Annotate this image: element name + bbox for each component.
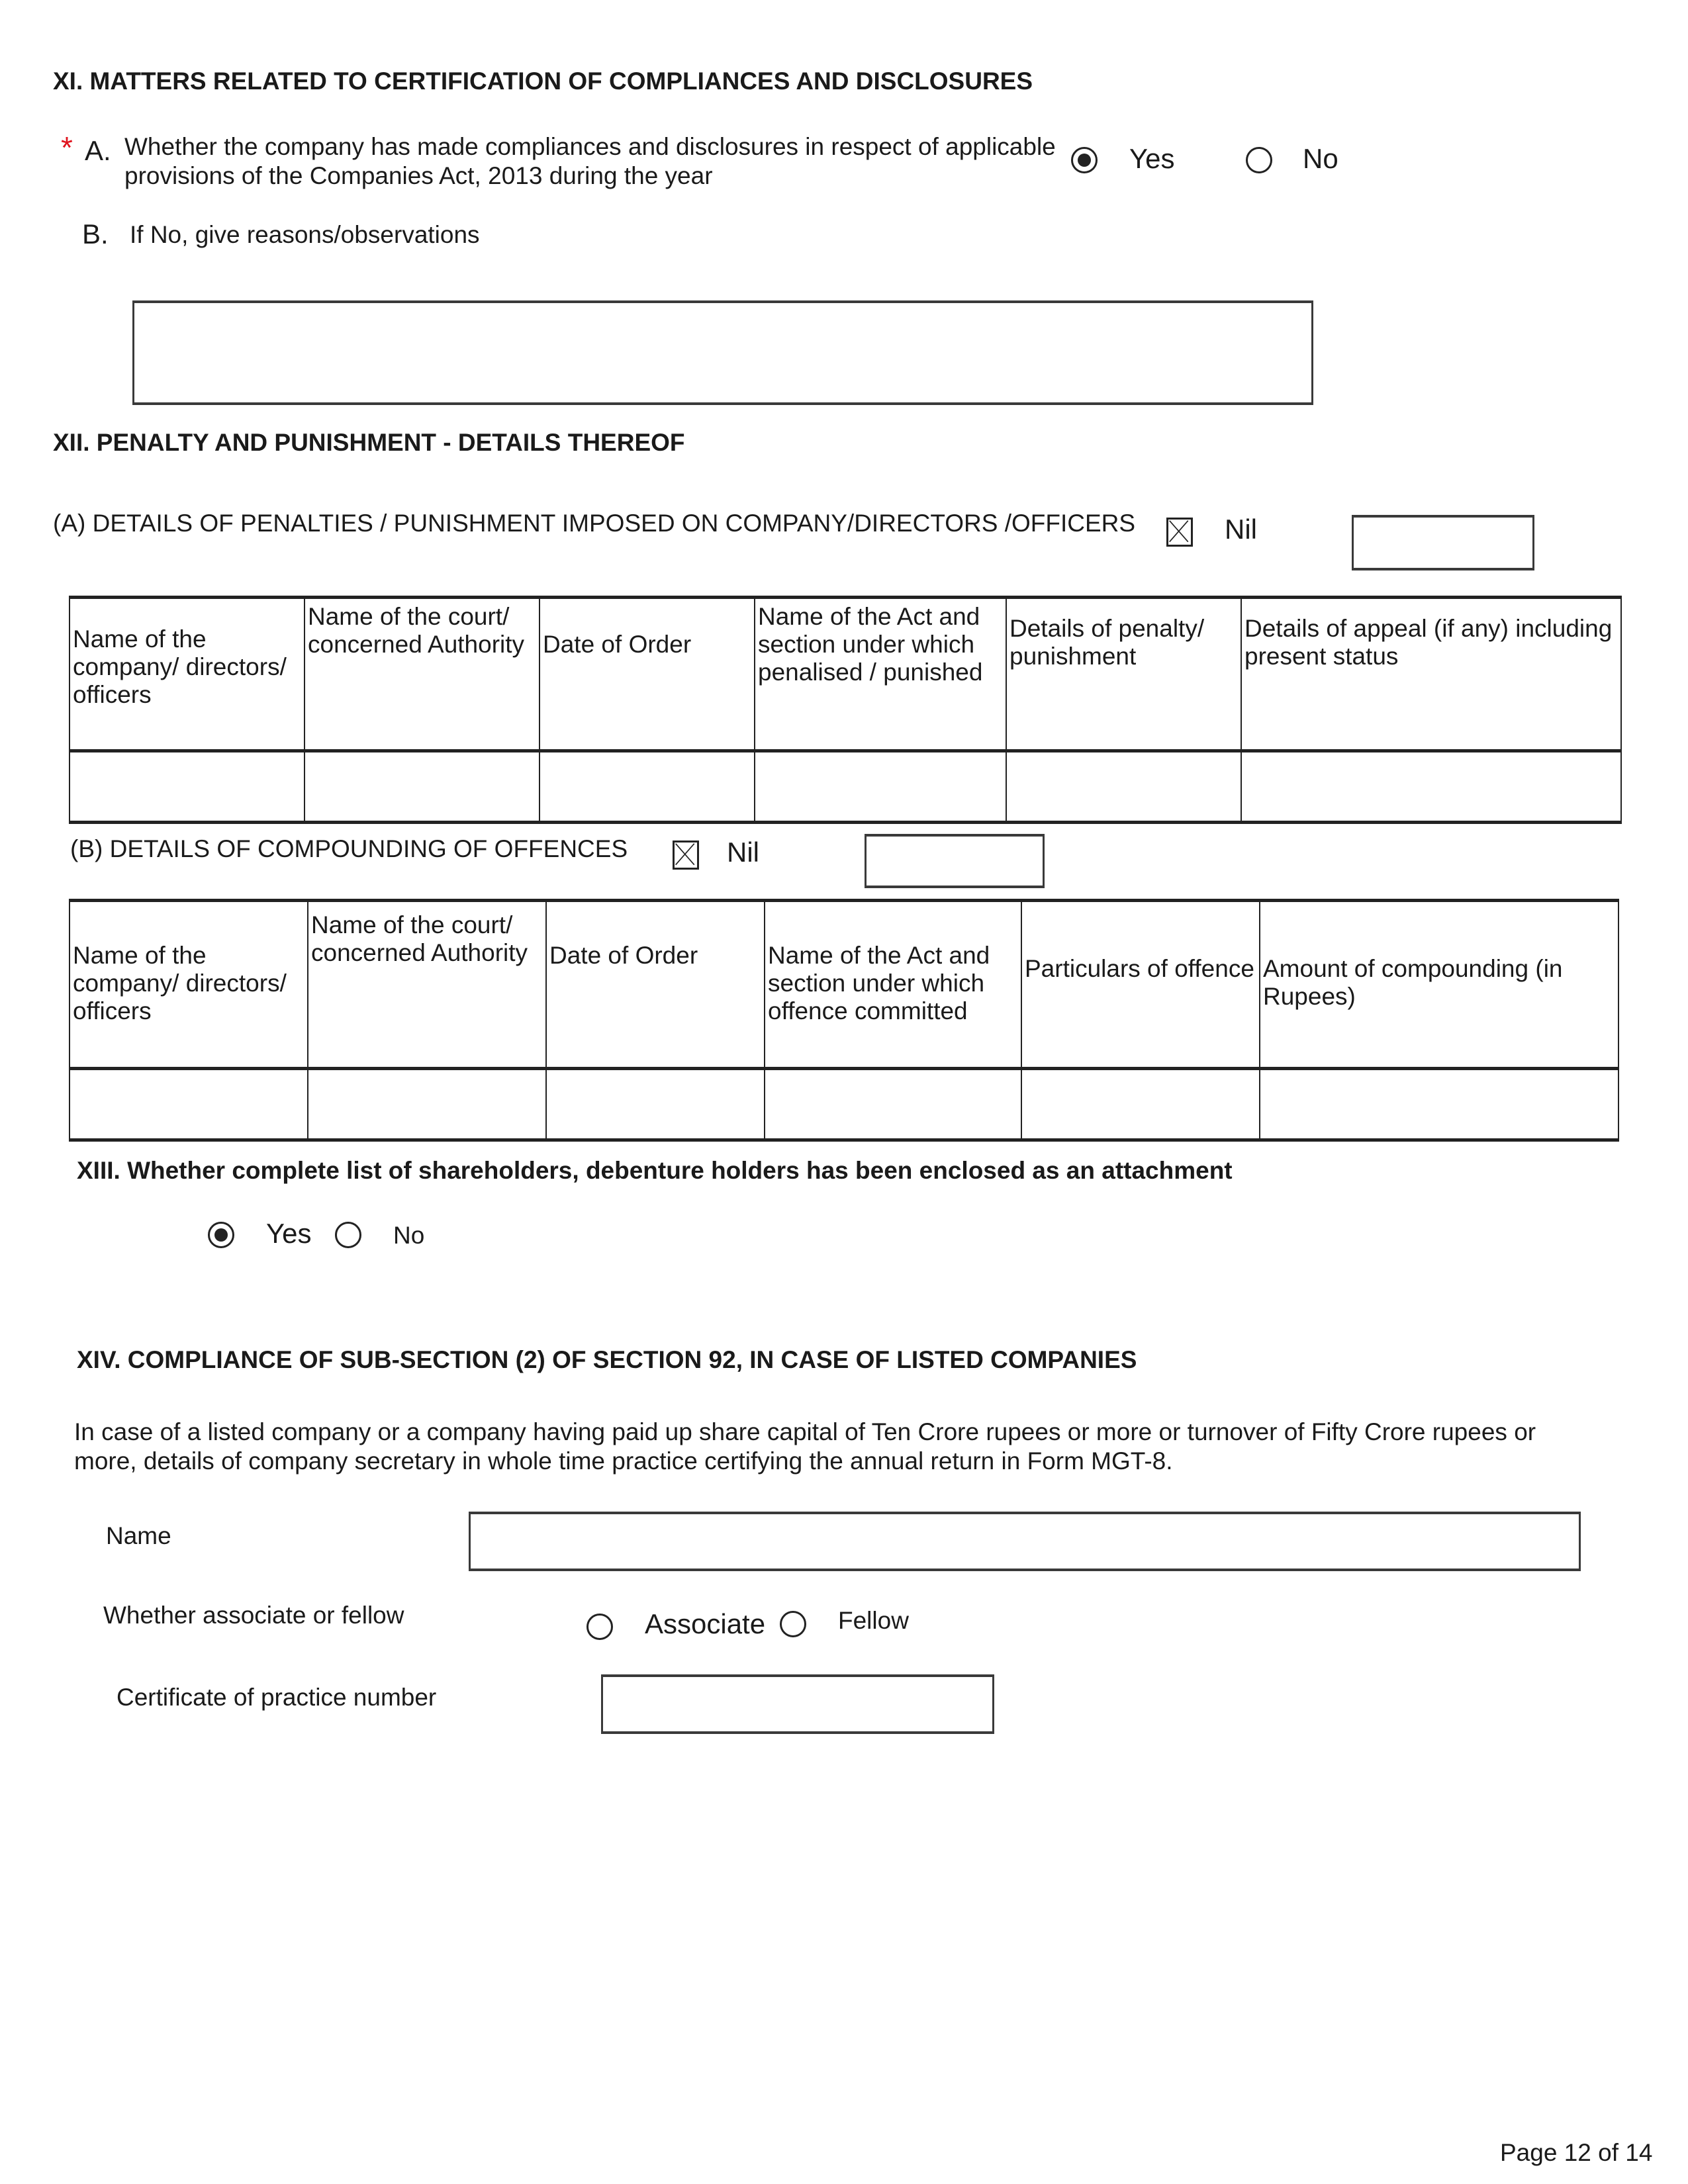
compliance-yes-label: Yes bbox=[1129, 143, 1175, 174]
fellow-label: Fellow bbox=[838, 1607, 909, 1634]
compounding-col-particulars: Particulars of offence bbox=[1021, 901, 1260, 1069]
part-b-count-input[interactable] bbox=[865, 834, 1045, 888]
item-a-question-line1: Whether the company has made compliances and disclosures in respect of applicable bbox=[124, 133, 1056, 160]
attachment-no-label: No bbox=[393, 1222, 425, 1249]
penalties-cell[interactable] bbox=[1241, 751, 1621, 823]
compounding-table-header bbox=[70, 901, 1618, 1069]
compliance-no-radio[interactable] bbox=[1246, 147, 1272, 173]
compliance-no-label: No bbox=[1303, 143, 1338, 174]
name-input[interactable] bbox=[469, 1512, 1581, 1571]
cop-input[interactable] bbox=[601, 1674, 994, 1734]
compounding-col-court: Name of the court/ concerned Authority bbox=[308, 901, 546, 1069]
page-indicator: Page 12 of 14 bbox=[1500, 2139, 1653, 2166]
attachment-yes-radio[interactable] bbox=[208, 1222, 234, 1248]
item-a-question-line2: provisions of the Companies Act, 2013 during the year bbox=[124, 162, 713, 189]
penalties-col-court: Name of the court/ concerned Authority bbox=[305, 598, 539, 751]
fellow-radio[interactable] bbox=[780, 1611, 806, 1637]
penalties-cell[interactable] bbox=[305, 751, 539, 823]
section-xiv-description-line1: In case of a listed company or a company having paid up share capital of Ten Crore rupees or more or turnover of Fifty Crore rupees or bbox=[74, 1418, 1536, 1445]
table-row bbox=[70, 751, 1621, 823]
compounding-cell[interactable] bbox=[1021, 1069, 1260, 1140]
part-a-nil-checkbox[interactable] bbox=[1166, 518, 1193, 547]
name-label: Name bbox=[106, 1522, 171, 1549]
compounding-col-date: Date of Order bbox=[546, 901, 765, 1069]
section-xiv-title: XIV. COMPLIANCE OF SUB-SECTION (2) OF SECTION 92, IN CASE OF LISTED COMPANIES bbox=[77, 1346, 1137, 1373]
part-b-nil-label: Nil bbox=[727, 837, 759, 868]
penalties-table bbox=[69, 596, 1622, 824]
penalties-cell[interactable] bbox=[539, 751, 755, 823]
compliance-yes-radio[interactable] bbox=[1071, 147, 1098, 173]
compounding-cell[interactable] bbox=[546, 1069, 765, 1140]
section-xiv-description bbox=[74, 1418, 1536, 1476]
cop-label: Certificate of practice number bbox=[117, 1684, 437, 1711]
required-marker: * bbox=[61, 130, 73, 165]
membership-label: Whether associate or fellow bbox=[103, 1602, 404, 1629]
associate-radio[interactable] bbox=[586, 1614, 613, 1640]
compounding-col-name: Name of the company/ directors/ officers bbox=[70, 901, 308, 1069]
penalties-cell[interactable] bbox=[70, 751, 305, 823]
section-xi-title: XI. MATTERS RELATED TO CERTIFICATION OF COMPLIANCES AND DISCLOSURES bbox=[53, 68, 1033, 95]
compounding-table bbox=[69, 899, 1619, 1142]
section-xiii-title: XIII. Whether complete list of shareholders, debenture holders has been enclosed as an attachment bbox=[77, 1157, 1233, 1184]
part-b-nil-checkbox[interactable] bbox=[673, 841, 699, 870]
cross-mark-icon bbox=[675, 842, 697, 868]
item-a-question bbox=[124, 132, 1056, 191]
attachment-yes-label: Yes bbox=[266, 1218, 312, 1249]
compounding-cell[interactable] bbox=[70, 1069, 308, 1140]
penalties-col-details: Details of penalty/ punishment bbox=[1006, 598, 1241, 751]
compounding-cell[interactable] bbox=[308, 1069, 546, 1140]
reasons-textarea[interactable] bbox=[132, 300, 1313, 405]
part-b-title: (B) DETAILS OF COMPOUNDING OF OFFENCES bbox=[70, 835, 628, 862]
part-a-nil-label: Nil bbox=[1225, 514, 1257, 545]
compounding-col-amount: Amount of compounding (in Rupees) bbox=[1260, 901, 1618, 1069]
penalties-col-name: Name of the company/ directors/ officers bbox=[70, 598, 305, 751]
penalties-cell[interactable] bbox=[1006, 751, 1241, 823]
part-a-title: (A) DETAILS OF PENALTIES / PUNISHMENT IMPOSED ON COMPANY/DIRECTORS /OFFICERS bbox=[53, 510, 1136, 537]
part-a-count-input[interactable] bbox=[1352, 515, 1534, 570]
compounding-cell[interactable] bbox=[765, 1069, 1021, 1140]
section-xii-title: XII. PENALTY AND PUNISHMENT - DETAILS THEREOF bbox=[53, 429, 685, 456]
table-row bbox=[70, 1069, 1618, 1140]
associate-label: Associate bbox=[645, 1608, 766, 1639]
penalties-cell[interactable] bbox=[755, 751, 1006, 823]
penalties-col-date: Date of Order bbox=[539, 598, 755, 751]
compounding-col-act: Name of the Act and section under which offence committed bbox=[765, 901, 1021, 1069]
penalties-col-appeal: Details of appeal (if any) including present status bbox=[1241, 598, 1621, 751]
penalties-col-act: Name of the Act and section under which penalised / punished bbox=[755, 598, 1006, 751]
item-b-question: If No, give reasons/observations bbox=[130, 221, 480, 248]
penalties-table-header bbox=[70, 598, 1621, 751]
cross-mark-icon bbox=[1168, 520, 1191, 545]
compounding-cell[interactable] bbox=[1260, 1069, 1618, 1140]
item-a-label: A. bbox=[85, 135, 111, 166]
attachment-no-radio[interactable] bbox=[335, 1222, 361, 1248]
section-xiv-description-line2: more, details of company secretary in whole time practice certifying the annual return in Form MGT-8. bbox=[74, 1447, 1173, 1475]
item-b-label: B. bbox=[82, 218, 109, 250]
